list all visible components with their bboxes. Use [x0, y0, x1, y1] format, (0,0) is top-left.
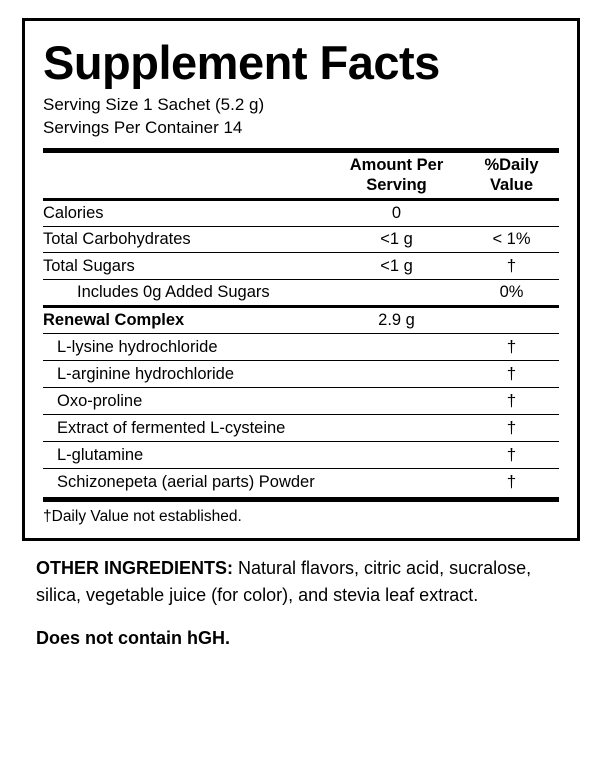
row-amount — [329, 361, 464, 388]
supplement-facts-panel — [22, 18, 580, 541]
row-dv: † — [464, 469, 559, 496]
panel-title: Supplement Facts — [43, 36, 440, 89]
row-amount — [329, 469, 464, 496]
header-amount-line2: Serving — [366, 175, 427, 194]
divider-thick-bottom — [43, 497, 559, 528]
row-label: Includes 0g Added Sugars — [43, 280, 329, 307]
row-dv: † — [464, 361, 559, 388]
daily-value-footnote: †Daily Value not established. — [43, 508, 242, 526]
header-dv-line1: %Daily — [484, 155, 539, 174]
table-row — [43, 227, 559, 253]
serving-size: Serving Size 1 Sachet (5.2 g) — [43, 95, 265, 114]
row-amount: 0 — [329, 200, 464, 227]
row-label: Renewal Complex — [43, 307, 329, 334]
table-header-row — [43, 153, 559, 200]
row-amount: <1 g — [329, 227, 464, 253]
row-amount — [329, 442, 464, 469]
table-row — [43, 361, 559, 388]
row-dv: † — [464, 334, 559, 361]
servings-per-container: Servings Per Container 14 — [43, 117, 243, 137]
header-dv-line2: Value — [489, 175, 534, 194]
header-daily-value — [464, 153, 559, 200]
other-ingredients — [22, 555, 578, 607]
row-dv: < 1% — [464, 227, 559, 253]
row-dv: † — [464, 415, 559, 442]
table-row — [43, 334, 559, 361]
table-row — [43, 253, 559, 280]
row-amount — [329, 415, 464, 442]
table-row — [43, 200, 559, 227]
row-amount — [329, 334, 464, 361]
row-dv: † — [464, 442, 559, 469]
hgh-disclaimer: Does not contain hGH. — [36, 627, 231, 648]
table-row — [43, 280, 559, 307]
row-dv — [464, 307, 559, 334]
row-label: L-lysine hydrochloride — [43, 334, 329, 361]
row-label: L-glutamine — [43, 442, 329, 469]
nutrition-table — [43, 153, 559, 496]
header-amount-per-serving — [329, 153, 464, 200]
row-label: Schizonepeta (aerial parts) Powder — [43, 469, 329, 496]
row-dv — [464, 200, 559, 227]
other-ingredients-label: OTHER INGREDIENTS: — [36, 558, 234, 579]
table-row — [43, 442, 559, 469]
row-label: Total Carbohydrates — [43, 227, 329, 253]
row-label: Extract of fermented L-cysteine — [43, 415, 329, 442]
row-dv: † — [464, 388, 559, 415]
row-dv: † — [464, 253, 559, 280]
row-label: Total Sugars — [43, 253, 329, 280]
row-label: Calories — [43, 200, 329, 227]
table-row-complex — [43, 307, 559, 334]
row-amount: <1 g — [329, 253, 464, 280]
header-blank — [43, 153, 329, 200]
row-amount — [329, 280, 464, 307]
header-amount-line1: Amount Per — [349, 155, 444, 174]
table-row — [43, 469, 559, 496]
row-label: Oxo-proline — [43, 388, 329, 415]
row-label: L-arginine hydrochloride — [43, 361, 329, 388]
other-ingredients-text: Natural flavors, citric acid, sucralose, silica, vegetable juice (for color), and stevia leaf extract. — [36, 558, 532, 605]
table-row — [43, 388, 559, 415]
row-amount: 2.9 g — [329, 307, 464, 334]
row-dv: 0% — [464, 280, 559, 307]
table-row — [43, 415, 559, 442]
row-amount — [329, 388, 464, 415]
